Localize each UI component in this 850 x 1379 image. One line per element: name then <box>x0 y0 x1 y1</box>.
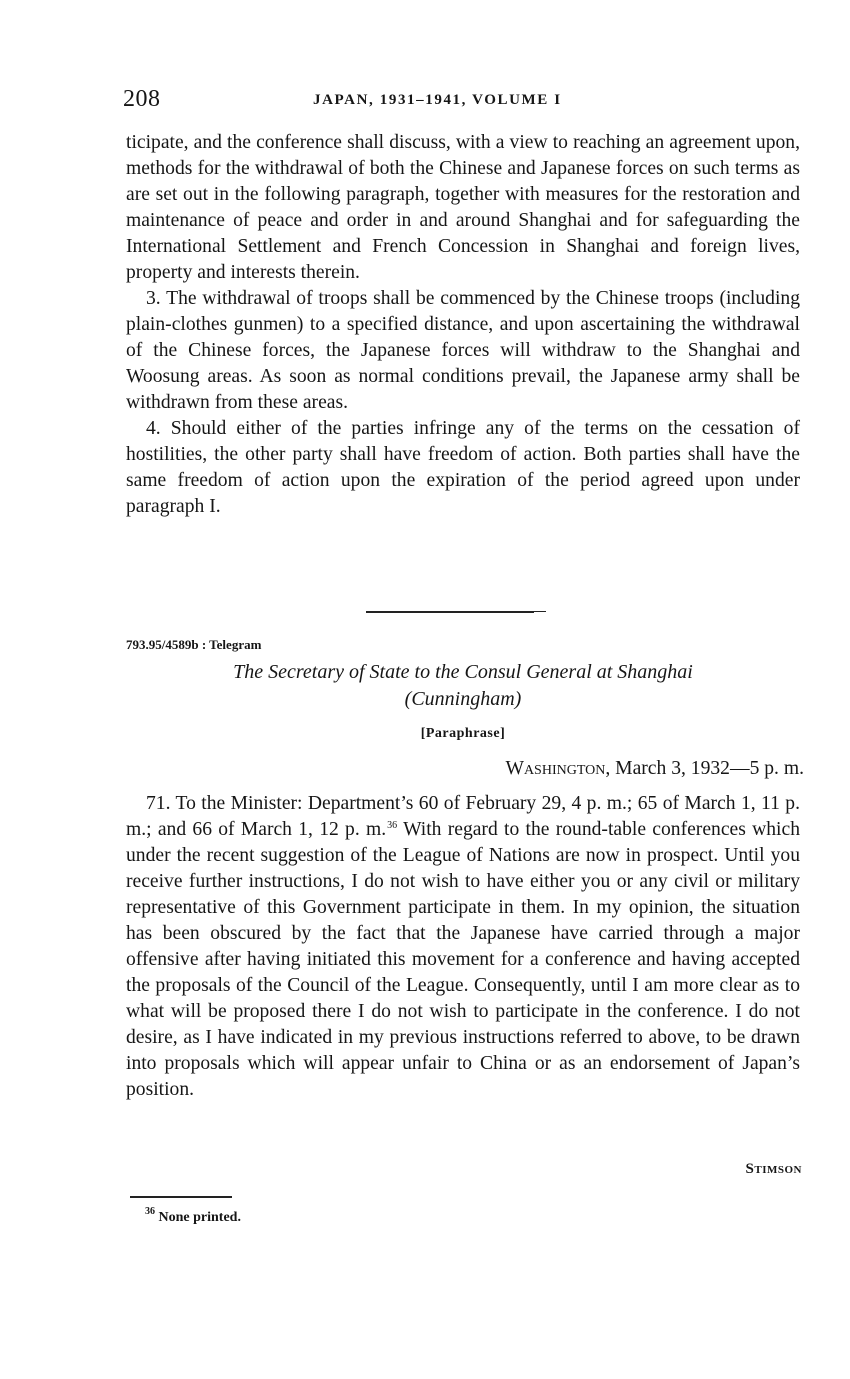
telegram-text-part-1: 71. To the Minister: Department’s 60 of February 29, 4 p. m.; 65 of March 1, 11 p. m.; and 66 of March 1, 12 p. m. <box>126 793 800 840</box>
document-title-line-2: (Cunningham) <box>404 688 522 710</box>
telegram-paragraph <box>126 791 800 1103</box>
footnote-rule <box>130 1196 232 1198</box>
dateline-place: Washington <box>505 758 606 779</box>
document-title <box>126 659 800 713</box>
dateline-date: , March 3, 1932—5 p. m. <box>605 758 804 779</box>
footnote-text: None printed. <box>158 1210 241 1225</box>
telegram-body <box>126 791 800 1103</box>
paraphrase-label: [Paraphrase] <box>420 726 506 741</box>
footnote-reference: 36 <box>387 820 398 831</box>
footnote-marker: 36 <box>145 1206 155 1217</box>
section-divider-tail <box>530 611 546 612</box>
page-number: 208 <box>123 86 161 112</box>
page-header <box>123 86 803 116</box>
paragraph-4: 4. Should either of the parties infringe any of the terms on the cessation of hostilities, the other party shall have freedom of action. Both parties shall have the same freedom of action upon the expiration of the period agreed upon under paragraph I. <box>126 418 800 517</box>
telegram-text-part-2: With regard to the round-table conferences which under the recent suggestion of the League of Nations are now in prospect. Until you receive further instructions, I do not wish to have either you or any civil or military representative of this Government participate in them. In my opinion, the situation has been obscured by the fact that the Japanese have carried through a major offensive after having initiated this movement for a conference and having accepted the proposals of the Council of the League. Consequently, until I am more clear as to what will be proposed there I do not wish to participate in the conference. I do not desire, as I have indicated in my previous instructions referred to above, to be drawn into proposals which will appear unfair to China or as an endorsement of Japan’s position. <box>126 819 800 1100</box>
dateline <box>126 758 804 780</box>
document-title-line-1: The Secretary of State to the Consul General at Shanghai <box>233 661 693 683</box>
file-number: 793.95/4589b : Telegram <box>126 637 262 652</box>
paragraph-continuation: ticipate, and the conference shall discuss, with a view to reaching an agreement upon, methods for the withdrawal of both the Chinese and Japanese forces on such terms as are set out in the following paragraph, together with measures for the restoration and maintenance of peace and order in and around Shanghai and for safeguarding the International Settlement and French Concession in Shanghai and foreign lives, property and interests therein. <box>126 132 800 283</box>
section-divider <box>366 611 534 613</box>
footnote <box>144 1206 241 1226</box>
running-head: JAPAN, 1931–1941, VOLUME I <box>313 92 562 108</box>
paragraph-3: 3. The withdrawal of troops shall be commenced by the Chinese troops (including plain-clothes gunmen) to a specified distance, and upon ascertaining the withdrawal of the Chinese forces, the Japanese forces will withdraw to the Shanghai and Woosung areas. As soon as normal conditions prevail, the Japanese army shall be withdrawn from these areas. <box>126 288 800 413</box>
continued-document-text <box>126 130 800 520</box>
signature: Stimson <box>745 1161 802 1177</box>
